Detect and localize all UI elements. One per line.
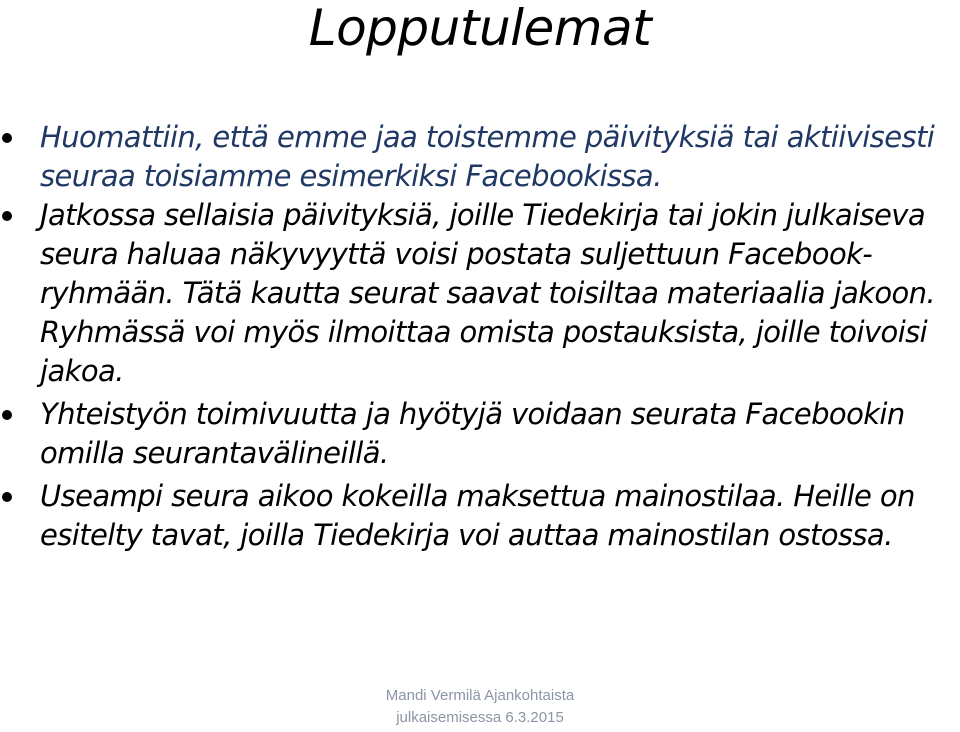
bullet-item-3 xyxy=(0,395,955,473)
bullet-text: Yhteistyön toimivuutta ja hyötyjä voidaan seurata Facebookin omilla seurantavälineillä. xyxy=(40,397,905,470)
bullet-text: Jatkossa sellaisia päivityksiä, joille Tiedekirja tai jokin julkaiseva seura haluaa näkyvyyttä voisi postata suljettuun Facebook-ryhmään. Tätä kautta seurat saavat toisiltaa materiaalia jakoon. Ryhmässä voi myös ilmoittaa omista postauksista, joille toivoisi jakoa. xyxy=(40,198,936,388)
bullet-item-2 xyxy=(0,196,955,391)
footer-line-1: Mandi Vermilä Ajankohtaista xyxy=(385,687,575,704)
slide-footer xyxy=(330,685,630,729)
bullet-list xyxy=(0,118,955,555)
footer-line-2: julkaisemisessa 6.3.2015 xyxy=(396,709,564,726)
bullet-text: Useampi seura aikoo kokeilla maksettua mainostilaa. Heille on esitelty tavat, joilla Tiedekirja voi auttaa mainostilan ostossa. xyxy=(40,479,915,552)
bullet-item-4 xyxy=(0,477,955,555)
slide-title: Lopputulemat xyxy=(308,0,652,57)
bullet-text: Huomattiin, että emme jaa toistemme päivityksiä tai aktiivisesti seuraa toisiamme esimerkiksi Facebookissa. xyxy=(40,120,935,193)
bullet-item-1 xyxy=(0,118,955,196)
bullet-icon xyxy=(2,133,12,143)
bullet-icon xyxy=(2,410,12,420)
bullet-icon xyxy=(2,211,12,221)
bullet-icon xyxy=(2,492,12,502)
